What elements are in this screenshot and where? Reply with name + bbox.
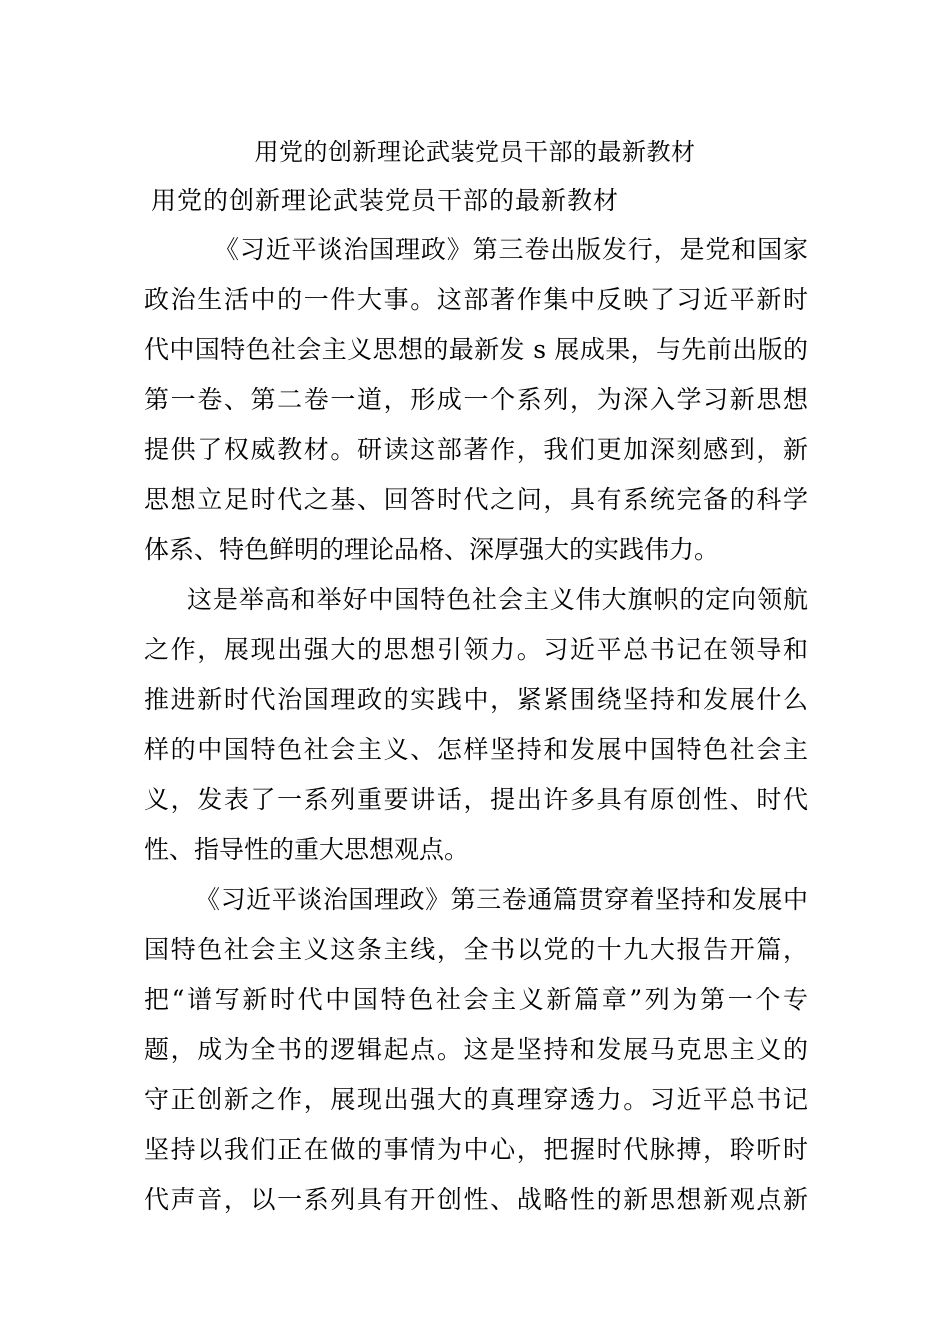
paragraph-3-line-3: 把“谱写新时代中国特色社会主义新篇章”列为第一个专 <box>144 985 808 1014</box>
paragraph-3-line-7: 代声音，以一系列具有开创性、战略性的新思想新观点新 <box>144 1185 808 1214</box>
paragraph-1-line-4: 第一卷、第二卷一道，形成一个系列，为深入学习新思想 <box>144 385 808 414</box>
paragraph-3-line-5: 守正创新之作，展现出强大的真理穿透力。习近平总书记 <box>144 1085 808 1114</box>
paragraph-3-line-4: 题，成为全书的逻辑起点。这是坚持和发展马克思主义的 <box>144 1035 808 1064</box>
paragraph-1-line-2: 政治生活中的一件大事。这部著作集中反映了习近平新时 <box>144 285 808 314</box>
paragraph-1-line-5: 提供了权威教材。研读这部著作，我们更加深刻感到，新 <box>144 435 808 464</box>
paragraph-3-line-6: 坚持以我们正在做的事情为中心，把握时代脉搏，聆听时 <box>144 1135 808 1164</box>
paragraph-1-line-7: 体系、特色鲜明的理论品格、深厚强大的实践伟力。 <box>144 535 720 564</box>
paragraph-3-line-1: 《习近平谈治国理政》第三卷通篇贯穿着坚持和发展中 <box>195 885 808 914</box>
paragraph-2-line-3: 推进新时代治国理政的实践中，紧紧围绕坚持和发展什么 <box>144 685 808 714</box>
paragraph-2-line-6: 性、指导性的重大思想观点。 <box>144 835 470 864</box>
paragraph-2-line-1: 这是举高和举好中国特色社会主义伟大旗帜的定向领航 <box>187 585 808 614</box>
paragraph-2-line-5: 义，发表了一系列重要讲话，提出许多具有原创性、时代 <box>144 785 808 814</box>
paragraph-2-line-2: 之作，展现出强大的思想引领力。习近平总书记在领导和 <box>144 635 808 664</box>
paragraph-1-line-6: 思想立足时代之基、回答时代之问，具有系统完备的科学 <box>144 485 808 514</box>
header-title: 用党的创新理论武装党员干部的最新教材 <box>254 138 696 166</box>
paragraph-3-line-2: 国特色社会主义这条主线，全书以党的十九大报告开篇， <box>144 935 808 964</box>
paragraph-1-line-3: 代中国特色社会主义思想的最新发 s 展成果，与先前出版的 <box>144 335 808 364</box>
paragraph-2-line-4: 样的中国特色社会主义、怎样坚持和发展中国特色社会主 <box>144 735 808 764</box>
paragraph-1-line-1: 《习近平谈治国理政》第三卷出版发行，是党和国家 <box>214 235 808 264</box>
document-title: 用党的创新理论武装党员干部的最新教材 <box>151 186 620 215</box>
